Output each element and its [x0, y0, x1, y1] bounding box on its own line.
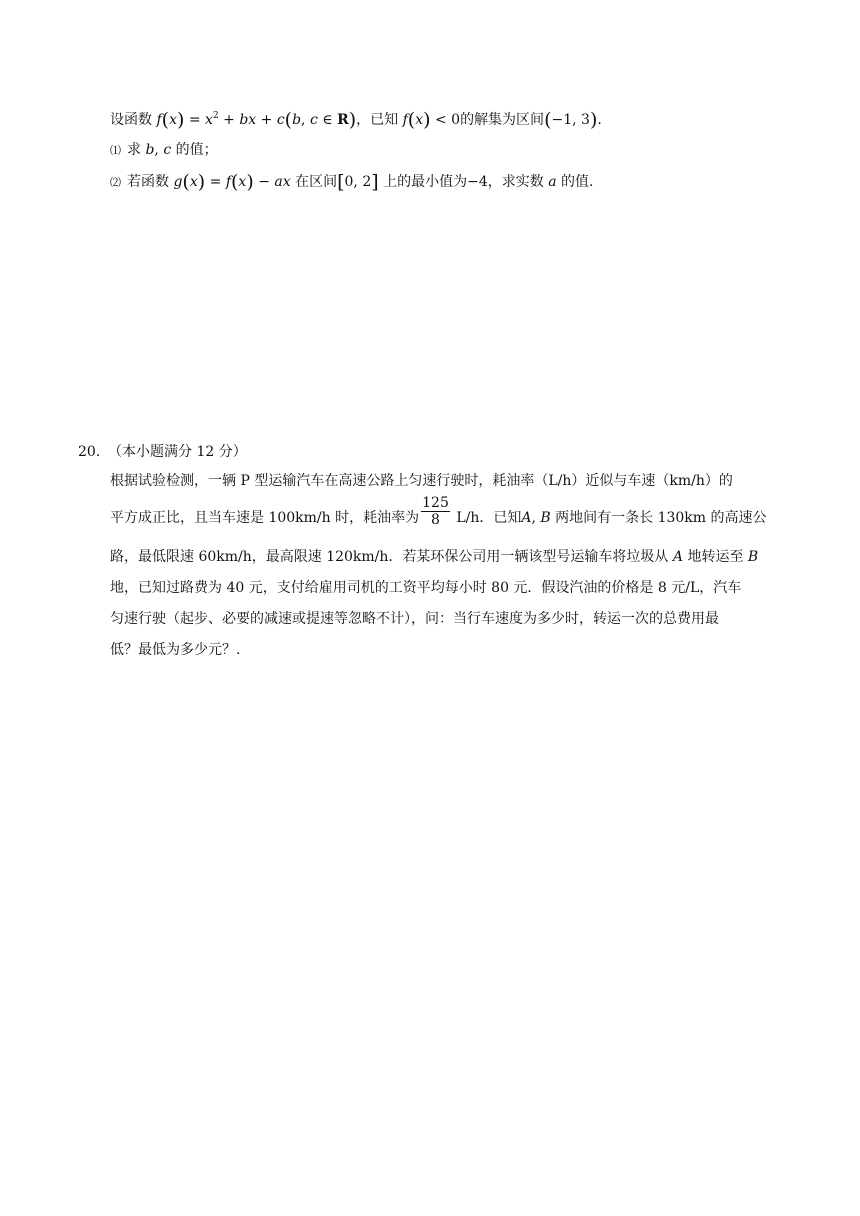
q19-part1: ⑴ 求 b, c 的值；: [110, 142, 218, 158]
q20-line1: 根据试验检测，一辆 P 型运输汽车在高速公路上匀速行驶时，耗油率（L/h）近似与车速（km/h）的: [110, 473, 733, 489]
q20-number: 20.: [78, 444, 101, 460]
q20-line6: 低？最低为多少元？.: [110, 642, 241, 658]
q19-part2: ⑵ 若函数 g(x) = f(x) − ax 在区间[0, 2] 上的最小值为−4，求实数 a 的值.: [110, 171, 594, 193]
fraction-125-over-8: $\frac{125}{8}$: [422, 494, 449, 528]
q19-intro: 设函数 $f(x) = x^2$ + bx + c(b, c ∈ R)，已知 f(x) < 0的解集为区间(−1, 3).: [110, 109, 602, 131]
q20-line3: 路，最低限速 60km/h，最高限速 120km/h．若某环保公司用一辆该型号运输车将垃圾从 A 地转运至 B: [110, 549, 759, 565]
q20-line2: 平方成正比，且当车速是 100km/h 时，耗油率为 $\frac{125}{8}$ L/h．已知A, B 两地间有一条长 130km 的高速公: [110, 494, 767, 528]
q20-line5: 匀速行驶（起步、必要的减速或提速等忽略不计），问：当行车速度为多少时，转运一次的总费用最: [110, 611, 719, 627]
q20-line4: 地，已知过路费为 40 元，支付给雇用司机的工资平均每小时 80 元．假设汽油的价格是 8 元/L，汽车: [110, 580, 742, 596]
q20-header: （本小题满分 12 分）: [108, 444, 247, 460]
